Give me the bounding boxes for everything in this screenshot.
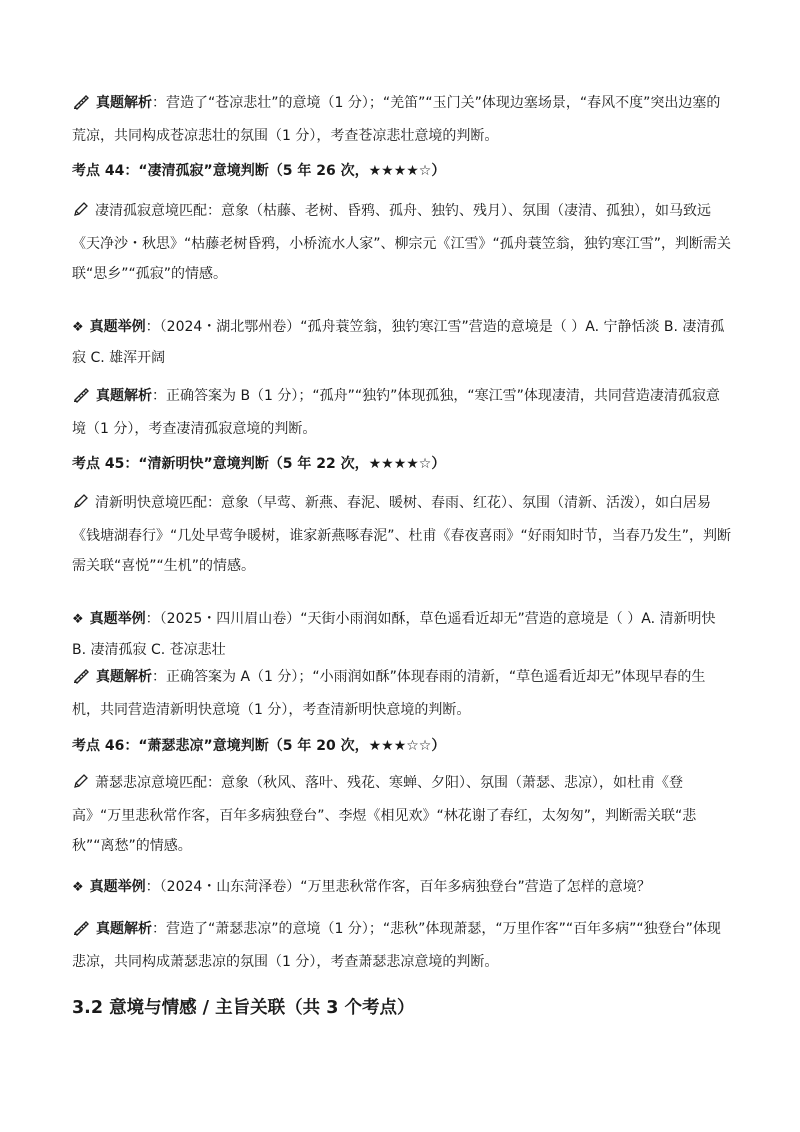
example-text: ：（2024・湖北鄂州卷）“孤舟蓑笠翁，独钓寒江雪”营造的意境是（ ）A. 宁静恬淡 B. 凄清孤寂 C. 雄浑开阔	[72, 319, 725, 366]
ruler-pencil-icon	[72, 91, 90, 121]
topic-heading-44: 考点 44：“凄清孤寂”意境判断（5 年 26 次，★★★★☆）	[72, 163, 446, 179]
diamond-bullet-icon: ❖	[72, 880, 84, 895]
example-paragraph	[72, 312, 732, 373]
ruler-pencil-icon	[72, 917, 90, 947]
section-heading: 3.2 意境与情感 / 主旨关联（共 3 个考点）	[72, 998, 415, 1018]
analysis-text: ：正确答案为 B（1 分）；“孤舟”“独钓”体现孤独，“寒江雪”体现凄清，共同营造凄清孤寂意境（1 分），考查凄清孤寂意境的判断。	[72, 388, 720, 437]
diamond-bullet-icon: ❖	[72, 612, 84, 627]
match-paragraph	[72, 196, 732, 289]
ruler-pencil-icon	[72, 384, 90, 414]
match-text: 萧瑟悲凉意境匹配：意象（秋风、落叶、残花、寒蝉、夕阳）、氛围（萧瑟、悲凉），如杜甫《登高》“万里悲秋常作客，百年多病独登台”、李煜《相见欢》“林花谢了春红，太匆匆”，判断需关联“悲秋”“离愁”的情感。	[72, 775, 697, 854]
analysis-paragraph	[72, 381, 732, 444]
analysis-label: 真题解析	[96, 669, 152, 685]
example-label: 真题举例	[89, 611, 146, 627]
pencil-icon	[72, 491, 89, 521]
topic-heading-45: 考点 45：“清新明快”意境判断（5 年 22 次，★★★★☆）	[72, 456, 446, 472]
analysis-text: ：营造了“萧瑟悲凉”的意境（1 分）；“悲秋”体现萧瑟，“万里作客”“百年多病”“独登台”体现悲凉，共同构成萧瑟悲凉的氛围（1 分），考查萧瑟悲凉意境的判断。	[72, 921, 721, 970]
example-text: ：（2024・山东菏泽卷）“万里悲秋常作客，百年多病独登台”营造了怎样的意境？	[145, 879, 651, 895]
analysis-label: 真题解析	[96, 388, 152, 404]
pencil-icon	[72, 199, 89, 229]
match-text: 清新明快意境匹配：意象（早莺、新燕、春泥、暖树、春雨、红花）、氛围（清新、活泼），如白居易《钱塘湖春行》“几处早莺争暖树，谁家新燕啄春泥”、杜甫《春夜喜雨》“好雨知时节，当春乃发生”，判断需关联“喜悦”“生机”的情感。	[72, 495, 732, 574]
pencil-icon	[72, 771, 89, 801]
match-paragraph	[72, 768, 732, 861]
analysis-label: 真题解析	[96, 95, 152, 111]
analysis-text: ：营造了“苍凉悲壮”的意境（1 分）；“羌笛”“玉门关”体现边塞场景，“春风不度”突出边塞的荒凉，共同构成苍凉悲壮的氛围（1 分），考查苍凉悲壮意境的判断。	[72, 95, 721, 144]
example-label: 真题举例	[89, 879, 146, 895]
analysis-paragraph	[72, 662, 732, 725]
match-text: 凄清孤寂意境匹配：意象（枯藤、老树、昏鸦、孤舟、独钓、残月）、氛围（凄清、孤独），如马致远《天净沙・秋思》“枯藤老树昏鸦，小桥流水人家”、柳宗元《江雪》“孤舟蓑笠翁，独钓寒江雪”，判断需关联“思乡”“孤寂”的情感。	[72, 203, 732, 282]
example-text: ：（2025・四川眉山卷）“天街小雨润如酥，草色遥看近却无”营造的意境是（ ）A. 清新明快 B. 凄清孤寂 C. 苍凉悲壮	[72, 611, 716, 658]
analysis-paragraph	[72, 914, 732, 977]
example-paragraph	[72, 872, 732, 903]
example-paragraph	[72, 604, 732, 665]
analysis-paragraph	[72, 88, 732, 151]
topic-heading-46: 考点 46：“萧瑟悲凉”意境判断（5 年 20 次，★★★☆☆）	[72, 738, 446, 754]
analysis-text: ：正确答案为 A（1 分）；“小雨润如酥”体现春雨的清新，“草色遥看近却无”体现早春的生机，共同营造清新明快意境（1 分），考查清新明快意境的判断。	[72, 669, 706, 718]
diamond-bullet-icon: ❖	[72, 320, 84, 335]
match-paragraph	[72, 488, 732, 581]
analysis-label: 真题解析	[96, 921, 152, 937]
ruler-pencil-icon	[72, 665, 90, 695]
example-label: 真题举例	[89, 319, 146, 335]
